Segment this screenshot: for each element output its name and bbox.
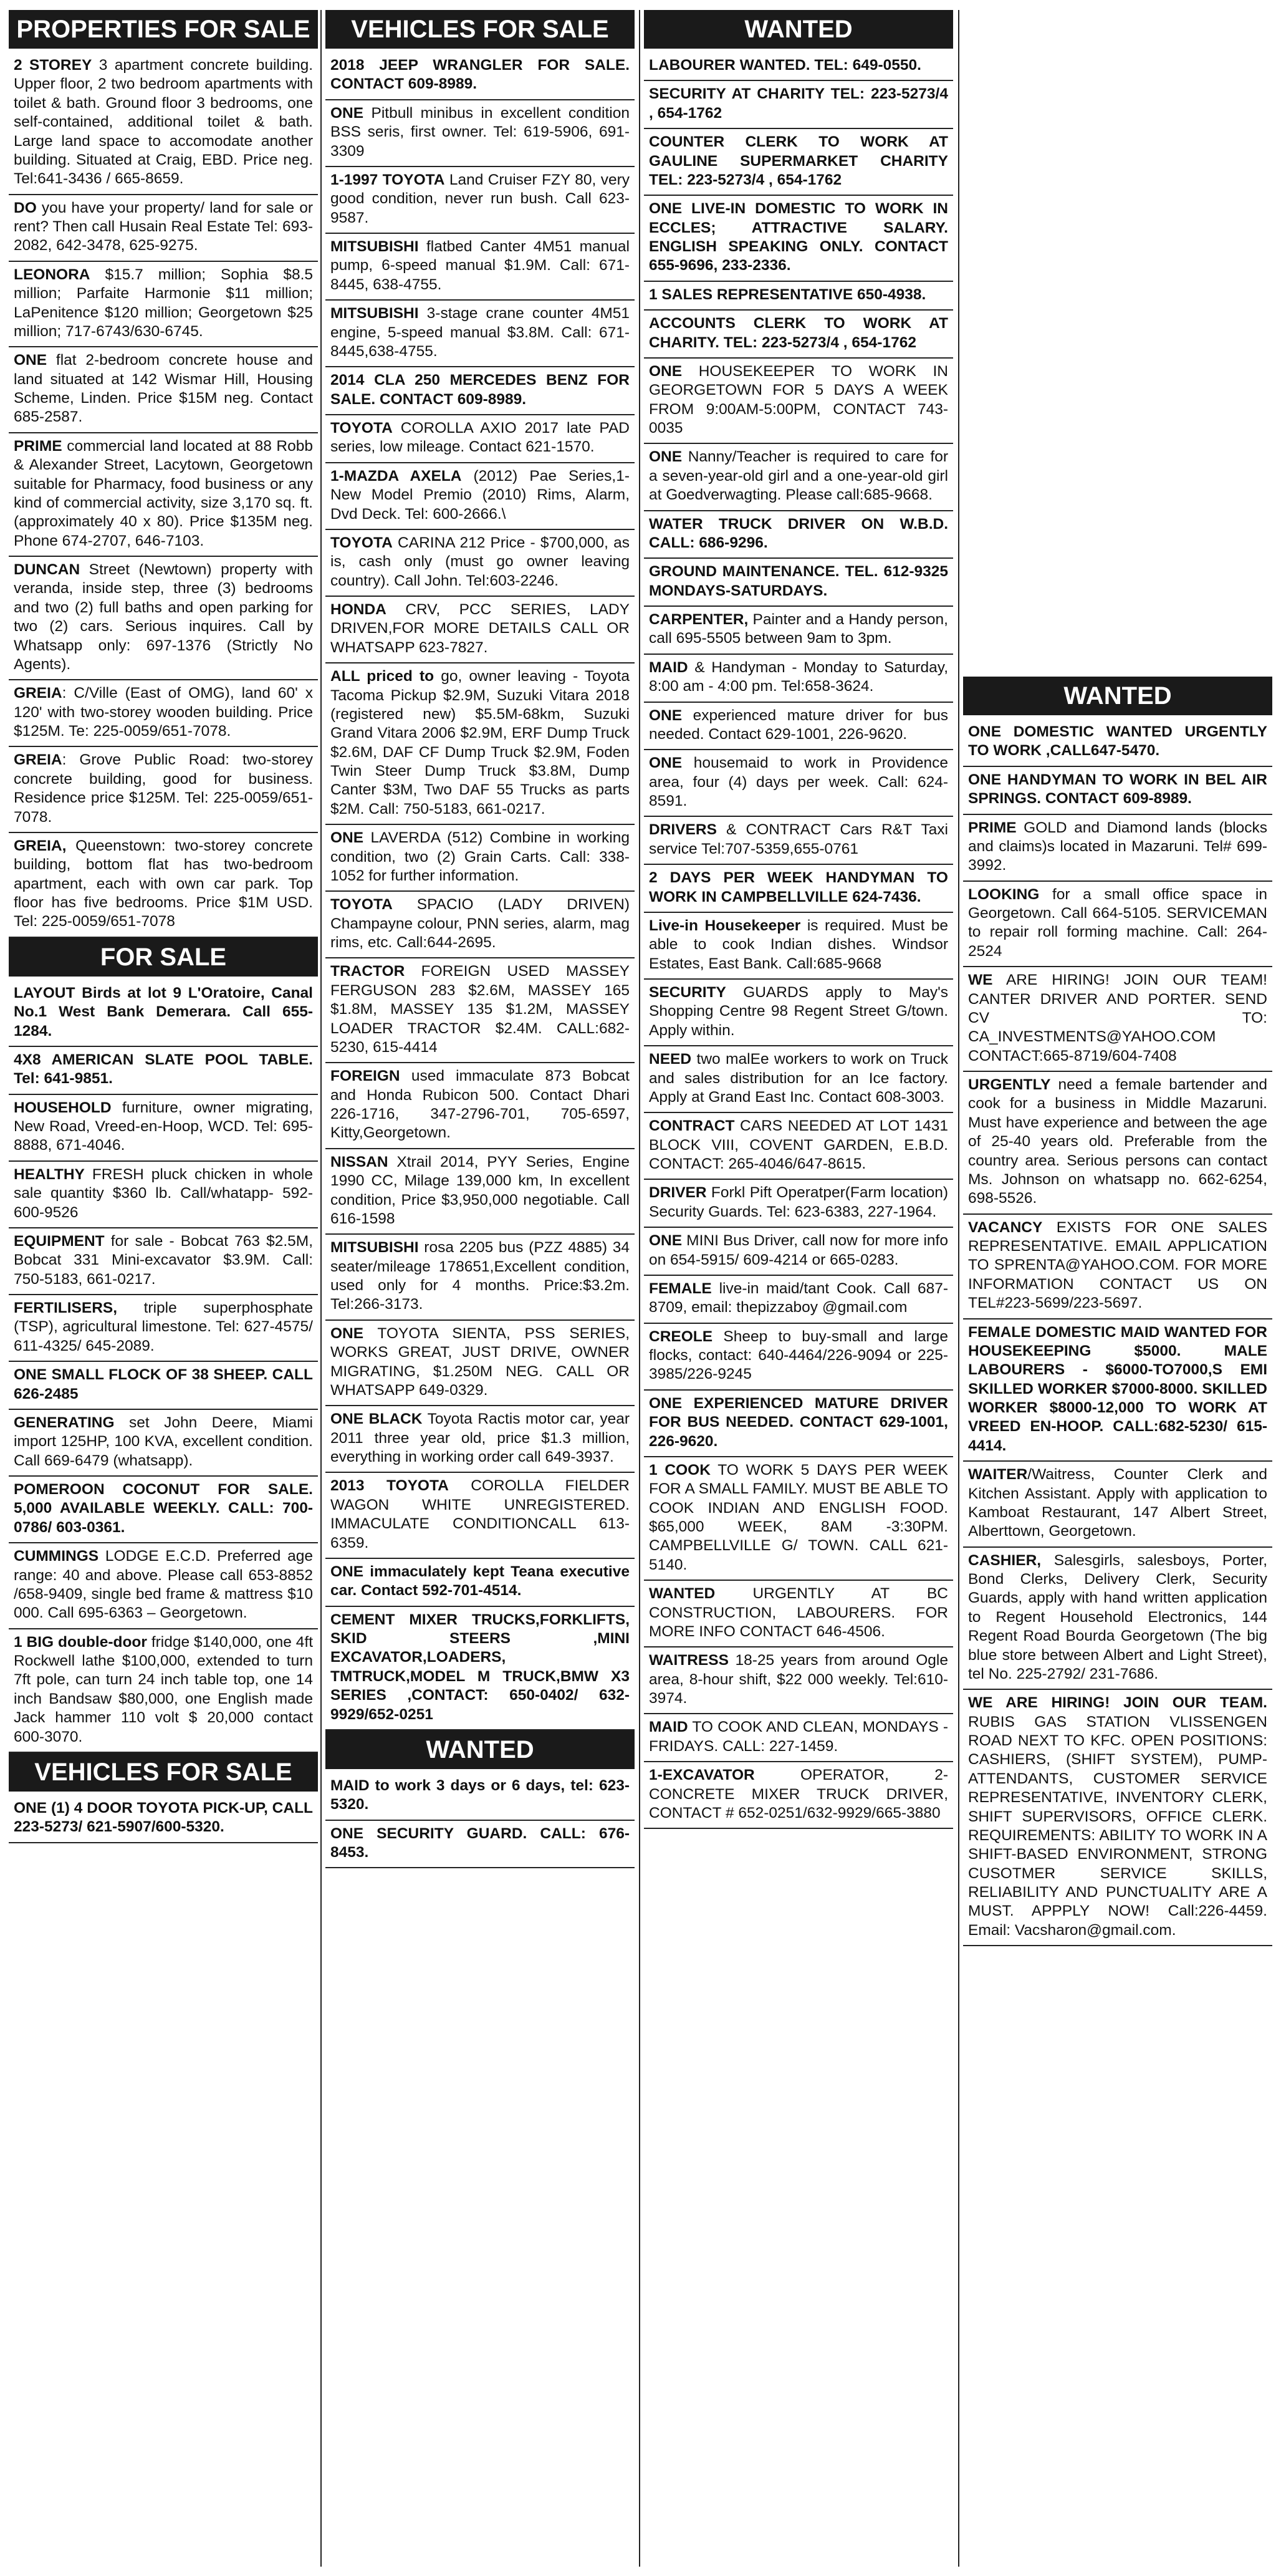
classified-ad xyxy=(644,655,953,703)
ad-text: live-in maid/tant Cook. Call 687-8709, email: thepizzaboy @gmail.com xyxy=(649,1280,948,1316)
ad-lead: TOYOTA xyxy=(330,420,393,437)
ad-lead: FEMALE xyxy=(649,1280,712,1297)
ad-text: Xtrail 2014, PYY Series, Engine 1990 CC, Milage 139,000 km, In excellent condition, Price $3,950,000 negotiable. Call 616-1598 xyxy=(330,1153,630,1227)
classified-ad xyxy=(325,825,635,892)
classified-ad xyxy=(325,301,635,367)
ad-text: Street (Newtown) property with veranda, inside step, three (3) bedrooms and two (2) full baths and open parking for two (2) cars. Serious inquires. Call by Whatsapp only: 697-1376 (Strictly No Agents). xyxy=(14,561,313,673)
classified-ad xyxy=(9,557,318,680)
ad-lead: URGENTLY xyxy=(968,1076,1051,1093)
ad-text: triple superphosphate (TSP), agricultural limestone. Tel: 627-4575/ 611-4325/ 645-2089. xyxy=(14,1300,313,1354)
classified-ad xyxy=(325,958,635,1063)
ad-lead: VACANCY xyxy=(968,1218,1043,1236)
column-2 xyxy=(325,10,635,1868)
ad-lead: DUNCAN xyxy=(14,561,80,578)
ad-lead: ONE HANDYMAN TO WORK IN BEL AIR SPRINGS. CONTACT 609-8989. xyxy=(968,771,1267,808)
classified-ad xyxy=(644,444,953,511)
classified-ad xyxy=(9,1047,318,1095)
ad-text: Salesgirls, salesboys, Porter, Bond Clerks, Delivery Clerk, Security Guards, apply with hand written application to Regent Household Electronics, 144 Regent Road Bourda Georgetown (The big blue store between Albert and Light Street), tel No. 225-2792/ 231-7686. xyxy=(968,1551,1267,1682)
classified-ad xyxy=(644,1581,953,1647)
ad-lead: PRIME xyxy=(968,819,1017,836)
ad-text: flatbed Canter 4M51 manual pump, 6-speed manual $1.9M. Call: 671-8445, 638-4755. xyxy=(330,238,630,293)
ad-lead: HOUSEHOLD xyxy=(14,1099,112,1116)
ad-lead: CREOLE xyxy=(649,1328,713,1345)
ad-text: CARS NEEDED AT LOT 1431 BLOCK VIII, COVENT GARDEN, E.B.D. CONTACT: 265-4046/647-8615. xyxy=(649,1117,948,1172)
ad-lead: WAITER xyxy=(968,1466,1028,1483)
ad-text: furniture, owner migrating, New Road, Vreed-en-Hoop, WCD. Tel: 695-8888, 671-4046. xyxy=(14,1099,313,1154)
classified-ad xyxy=(644,1113,953,1180)
ad-lead: ACCOUNTS CLERK TO WORK AT CHARITY. TEL: 223-5273/4 , 654-1762 xyxy=(649,315,948,351)
ad-lead: 2013 TOYOTA xyxy=(330,1477,449,1495)
ad-text: Forkl Pift Operatper(Farm location) Security Guards. Tel: 623-6383, 227-1964. xyxy=(649,1184,948,1220)
classified-ad xyxy=(325,52,635,100)
ad-lead: CEMENT MIXER TRUCKS,FORKLIFTS, SKID STEERS ,MINI EXCAVATOR,LOADERS, TMTRUCK,MODEL M TRUCK,BMW X3 SERIES ,CONTACT: 650-0402/ 632-9929/652-0251 xyxy=(330,1611,630,1723)
column-divider xyxy=(958,10,959,2567)
ad-lead: SECURITY AT CHARITY TEL: 223-5273/4 , 654-1762 xyxy=(649,85,948,122)
classified-ad xyxy=(325,892,635,958)
classified-ad xyxy=(644,359,953,445)
ad-lead: CARPENTER, xyxy=(649,611,749,628)
ad-text: LODGE E.C.D. Preferred age range: 40 and above. Please call 653-8852 /658-9409, single bed frame & mattress $10 000. Call 695-6363 – Georgetown. xyxy=(14,1548,313,1622)
classified-ad xyxy=(963,1072,1272,1215)
ad-lead: NEED xyxy=(649,1051,692,1068)
ad-lead: MITSUBISHI xyxy=(330,238,419,255)
ad-text: LAVERDA (512) Combine in working condition, two (2) Grain Carts. Call: 338-1052 for further information. xyxy=(330,829,630,884)
ad-text: for a small office space in Georgetown. Call 664-5105. SERVICEMAN to repair roll forming machine. Call: 264-2524 xyxy=(968,885,1267,960)
ad-text: Nanny/Teacher is required to care for a seven-year-old girl and a one-year-old girl at Goedverwagting. Please call:685-9668. xyxy=(649,448,948,504)
ad-lead: MITSUBISHI xyxy=(330,305,419,322)
ad-text: FOREIGN USED MASSEY FERGUSON 283 $2.6M, MASSEY 165 $1.8M, MASSEY 135 $1.2M, MASSEY LOADER TRACTOR $2.4M. CALL:682-5230, 615-4414 xyxy=(330,963,630,1056)
classified-ad xyxy=(644,1714,953,1762)
classified-ad xyxy=(644,1180,953,1228)
classified-ad xyxy=(325,415,635,463)
column-4 xyxy=(963,677,1272,1946)
classified-ad xyxy=(9,262,318,348)
ad-lead: CONTRACT xyxy=(649,1117,735,1135)
section-heading: WANTED xyxy=(963,677,1272,715)
section-heading: WANTED xyxy=(325,1730,635,1769)
classified-ad xyxy=(9,1295,318,1362)
ad-lead: TRACTOR xyxy=(330,963,405,980)
ad-text: MINI Bus Driver, call now for more info on 654-5915/ 609-4214 or 665-0283. xyxy=(649,1232,948,1268)
section-heading: PROPERTIES FOR SALE xyxy=(9,10,318,49)
classified-ad xyxy=(644,1276,953,1324)
ad-lead: 1 SALES REPRESENTATIVE 650-4938. xyxy=(649,286,926,303)
ad-text: EXISTS FOR ONE SALES REPRESENTATIVE. EMAIL APPLICATION TO SPRENTA@YAHOO.COM. FOR MORE INFORMATION CONTACT US ON TEL#223-5699/223-5697. xyxy=(968,1218,1267,1312)
ad-lead: PRIME xyxy=(14,437,62,455)
ad-text: experienced mature driver for bus needed. Contact 629-1001, 226-9620. xyxy=(649,707,948,743)
ad-lead: WANTED xyxy=(649,1585,716,1603)
ad-lead: 4X8 AMERICAN SLATE POOL TABLE. Tel: 641-9851. xyxy=(14,1051,313,1088)
classified-ad xyxy=(325,1235,635,1321)
ad-lead: GENERATING xyxy=(14,1414,115,1431)
ad-text: GOLD and Diamond lands (blocks and claims)s located in Mazaruni. Tel# 699-3992. xyxy=(968,819,1267,874)
classified-ad xyxy=(325,663,635,825)
ad-text: need a female bartender and cook for a business in Middle Mazaruni. Must have experience and between the age of 25-40 years old. Preferable from the country area. Serious persons can contact Ms. Johnson on whatsapp no. 662-6254, 698-5526. xyxy=(968,1076,1267,1207)
ad-lead: WE xyxy=(968,972,993,989)
ad-text: CARINA 212 Price - $700,000, as is, cash only (must go owner leaving country). Call John. Tel:603-2246. xyxy=(330,534,630,589)
classified-ad xyxy=(644,980,953,1046)
ad-text: (2012) Pae Series,1- New Model Premio (2010) Rims, Alarm, Dvd Deck. Tel: 600-2666.\ xyxy=(330,467,630,523)
ad-lead: MAID xyxy=(649,1719,688,1736)
ad-lead: ONE immaculately kept Teana executive car. Contact 592-701-4514. xyxy=(330,1563,630,1599)
classified-ad xyxy=(325,167,635,234)
classified-ad xyxy=(644,1324,953,1391)
classified-ad xyxy=(963,767,1272,815)
ad-lead: 2 DAYS PER WEEK HANDYMAN TO WORK IN CAMPBELLVILLE 624-7436. xyxy=(649,869,948,905)
ad-lead: NISSAN xyxy=(330,1153,388,1170)
ad-text: 3-stage crane counter 4M51 engine, 5-speed manual $3.8M. Call: 671-8445,638-4755. xyxy=(330,305,630,360)
ad-lead: ONE (1) 4 DOOR TOYOTA PICK-UP, CALL 223-5273/ 621-5907/600-5320. xyxy=(14,1799,313,1836)
ad-lead: WATER TRUCK DRIVER ON W.B.D. CALL: 686-9296. xyxy=(649,515,948,551)
classified-ad xyxy=(9,833,318,938)
ad-lead: TOYOTA xyxy=(330,534,393,551)
classified-ad xyxy=(963,719,1272,767)
ad-lead: ONE xyxy=(330,829,364,847)
classified-ad xyxy=(325,367,635,415)
classified-ad xyxy=(325,1473,635,1559)
classified-ad xyxy=(644,1647,953,1714)
classified-ad xyxy=(963,1690,1272,1946)
classified-ad xyxy=(325,1149,635,1235)
ad-lead: 2 STOREY xyxy=(14,57,92,74)
classified-ad xyxy=(963,1215,1272,1319)
ad-lead: WE ARE HIRING! JOIN OUR TEAM. xyxy=(968,1694,1267,1712)
classified-ad xyxy=(325,1063,635,1149)
ad-lead: GROUND MAINTENANCE. TEL. 612-9325 MONDAYS-SATURDAYS. xyxy=(649,563,948,599)
classified-ad xyxy=(9,52,318,195)
ad-lead: EQUIPMENT xyxy=(14,1232,105,1250)
classified-ad xyxy=(644,81,953,129)
ad-text: /Waitress, Counter Clerk and Kitchen Assistant. Apply with application to Kamboat Restaurant, 147 Albert Street, Alberttown, Georgetown. xyxy=(968,1466,1267,1540)
ad-text: 3 apartment concrete building. Upper floor, 2 two bedroom apartments with toilet & bath. Ground floor 3 bedrooms, one self-contained, additional toilet & bath. Large land space to accomodate another building. Situated at Craig, EBD. Price neg. Tel:641-3436 / 665-8659. xyxy=(14,57,313,188)
ad-lead: ONE EXPERIENCED MATURE DRIVER FOR BUS NEEDED. CONTACT 629-1001, 226-9620. xyxy=(649,1394,948,1450)
classified-ad xyxy=(644,1391,953,1457)
ad-lead: GREIA xyxy=(14,685,62,702)
classified-ad xyxy=(325,1559,635,1607)
classified-ad xyxy=(9,1228,318,1295)
classified-ad xyxy=(963,967,1272,1072)
classified-ad xyxy=(644,196,953,282)
ad-text: Queenstown: two-storey concrete building, bottom flat has two-bedroom apartment, each with own car park. Top floor has five bedrooms. Price $1M USD. Tel: 225-0059/651-7078 xyxy=(14,837,313,930)
ad-text: two malEe workers to work on Truck and sales distribution for an Ice factory. Apply at Grand East Inc. Contact 608-3003. xyxy=(649,1051,948,1106)
classified-ad xyxy=(9,1543,318,1629)
classified-ad xyxy=(644,311,953,359)
ad-lead: FERTILISERS, xyxy=(14,1300,118,1316)
classified-ad xyxy=(9,1629,318,1753)
ad-lead: HONDA xyxy=(330,601,386,618)
classified-ad xyxy=(9,1362,318,1410)
ad-lead: ONE xyxy=(649,1232,683,1250)
column-3 xyxy=(644,10,953,1829)
ad-lead: WAITRESS xyxy=(649,1652,729,1669)
ad-text: ARE HIRING! JOIN OUR TEAM! CANTER DRIVER AND PORTER. SEND CV TO: CA_INVESTMENTS@YAHOO.COM CONTACT:665-8719/604-7408 xyxy=(968,972,1267,1064)
ad-lead: MAID to work 3 days or 6 days, tel: 623-5320. xyxy=(330,1777,630,1813)
classified-ad xyxy=(963,815,1272,882)
classified-ad xyxy=(9,980,318,1047)
ad-lead: ONE xyxy=(330,1324,364,1342)
classified-ad xyxy=(325,234,635,301)
classified-ad xyxy=(644,865,953,913)
ad-lead: FOREIGN xyxy=(330,1068,400,1085)
ad-lead: MITSUBISHI xyxy=(330,1239,419,1257)
ad-lead: ONE BLACK xyxy=(330,1411,423,1428)
ad-lead: ALL priced to xyxy=(330,668,434,685)
classified-ad xyxy=(963,1319,1272,1462)
ad-text: commercial land located at 88 Robb & Alexander Street, Lacytown, Georgetown suitable for Pharmacy, food business or any kind of commercial activity, size 3,170 sq. ft. (approximately 40 x 80). Price $135M neg. Phone 674-2707, 646-7103. xyxy=(14,437,313,549)
ad-text: & Handyman - Monday to Saturday, 8:00 am - 4:00 pm. Tel:658-3624. xyxy=(649,658,948,695)
ad-lead: ONE xyxy=(14,352,47,369)
ad-lead: HEALTHY xyxy=(14,1165,85,1183)
ad-text: go, owner leaving - Toyota Tacoma Pickup $2.9M, Suzuki Vitara 2018 (registered new) $5.5M-68km, Suzuki Grand Vitara 2006 $2.9M, ERF Dump Truck $2.6M, DAF CF Dump Truck $2.9M, Foden Twin Steer Dump Truck $3.8M, Dump Canter $3M, Two DAF 55 Trucks as parts $2M. Call: 750-5183, 661-0217. xyxy=(330,668,630,818)
ad-text: FRESH pluck chicken in whole sale quantity $360 lb. Call/whatapp- 592-600-9526 xyxy=(14,1165,313,1221)
ad-text: you have your property/ land for sale or rent? Then call Husain Real Estate Tel: 693-2082, 642-3478, 625-9275. xyxy=(14,199,313,254)
ad-lead: DRIVERS xyxy=(649,821,717,839)
classified-ad xyxy=(644,1046,953,1113)
classified-ad xyxy=(9,747,318,833)
ad-lead: 1-EXCAVATOR xyxy=(649,1767,755,1784)
classified-ad xyxy=(9,1477,318,1543)
ad-lead: 1 COOK xyxy=(649,1461,711,1479)
classified-ad xyxy=(644,1762,953,1829)
ad-text: housemaid to work in Providence area, four (4) days per week. Call: 624-8591. xyxy=(649,755,948,809)
ad-lead: 2014 CLA 250 MERCEDES BENZ FOR SALE. CONTACT 609-8989. xyxy=(330,372,630,408)
ad-text: URGENTLY AT BC CONSTRUCTION, LABOURERS. FOR MORE INFO CONTACT 646-4506. xyxy=(649,1585,948,1640)
ad-text: Toyota Ractis motor car, year 2011 three year old, price $1.3 million, everything in working order call 649-3937. xyxy=(330,1411,630,1465)
classified-ad xyxy=(9,1162,318,1228)
ad-text: : Grove Public Road: two-storey concrete building, good for business. Residence price $125M. Tel: 225-0059/651-7078. xyxy=(14,751,313,826)
column-divider xyxy=(320,10,322,2567)
ad-text: $15.7 million; Sophia $8.5 million; Parfaite Harmonie $11 million; LaPenitence $120 million; Georgetown $25 million; 717-6743/630-6745. xyxy=(14,266,313,340)
classified-ad xyxy=(644,607,953,655)
ad-text: SPACIO (LADY DRIVEN) Champayne colour, PNN series, alarm, mag rims, etc. Call:644-2695. xyxy=(330,896,630,951)
ad-lead: ONE xyxy=(649,755,683,772)
classified-ad xyxy=(325,463,635,530)
classified-ad xyxy=(9,433,318,557)
classified-ad xyxy=(644,817,953,865)
section-heading: WANTED xyxy=(644,10,953,49)
ad-lead: 1-MAZDA AXELA xyxy=(330,467,462,485)
section-heading: VEHICLES FOR SALE xyxy=(325,10,635,49)
ad-text: for sale - Bobcat 763 $2.5M, Bobcat 331 Mini-excavator $3.9M. Call: 750-5183, 661-0217. xyxy=(14,1232,313,1288)
ad-text: fridge $140,000, one 4ft Rockwell lathe $100,000, extended to turn 7ft pole, can turn 24 inch table top, one 14 inch Bandsaw $80,000, one English made Jack hammer 110 volt $ 20,000 contact 600-3070. xyxy=(14,1633,314,1745)
ad-text: COROLLA AXIO 2017 late PAD series, low mileage. Contact 621-1570. xyxy=(330,420,630,456)
ad-lead: ONE xyxy=(330,104,364,122)
section-heading: FOR SALE xyxy=(9,938,318,977)
ad-lead: CUMMINGS xyxy=(14,1548,99,1565)
ad-text: TO COOK AND CLEAN, MONDAYS - FRIDAYS. CALL: 227-1459. xyxy=(649,1719,948,1755)
ad-text: flat 2-bedroom concrete house and land situated at 142 Wismar Hill, Housing Scheme, Linden. Price $15M neg. Contact 685-2587. xyxy=(14,352,313,426)
classified-ad xyxy=(9,680,318,747)
classified-ad xyxy=(325,1321,635,1407)
classified-ad xyxy=(325,530,635,597)
ad-text: set John Deere, Miami import 125HP, 100 KVA, excellent condition. Call 669-6479 (whatsapp). xyxy=(14,1414,313,1469)
classified-ad xyxy=(9,1410,318,1477)
classified-ad xyxy=(9,347,318,433)
ad-text: Painter and a Handy person, call 695-5505 between 9am to 3pm. xyxy=(649,611,948,647)
ad-text: GUARDS apply to May's Shopping Centre 98 Regent Street G/town. Apply within. xyxy=(649,984,948,1039)
classified-ad xyxy=(325,1821,635,1869)
ad-text: OPERATOR, 2- CONCRETE MIXER TRUCK DRIVER, CONTACT # 652-0251/632-9929/665-3880 xyxy=(649,1767,948,1821)
ad-lead: POMEROON COCONUT FOR SALE. 5,000 AVAILABLE WEEKLY. CALL: 700-0786/ 603-0361. xyxy=(14,1481,313,1536)
ad-text: & CONTRACT Cars R&T Taxi service Tel:707-5359,655-0761 xyxy=(649,821,948,857)
ad-lead: ONE xyxy=(649,707,683,724)
ad-text: Sheep to buy-small and large flocks, contact: 640-4464/226-9094 or 225-3985/226-9245 xyxy=(649,1328,948,1383)
classified-ad xyxy=(644,750,953,817)
classified-ad xyxy=(644,511,953,559)
ad-lead: SECURITY xyxy=(649,984,726,1001)
classified-ad xyxy=(644,52,953,81)
ad-lead: ONE xyxy=(649,362,683,380)
ad-lead: ONE xyxy=(649,448,683,466)
ad-text: TOYOTA SIENTA, PSS SERIES, WORKS GREAT, JUST DRIVE, OWNER MIGRATING, $1.250M NEG. CALL OR WHATSAPP 649-0329. xyxy=(330,1324,630,1399)
ad-lead: LABOURER WANTED. TEL: 649-0550. xyxy=(649,57,921,74)
ad-text: TO WORK 5 DAYS PER WEEK FOR A SMALL FAMILY. MUST BE ABLE TO COOK INDIAN AND ENGLISH FOOD. $65,000 WEEK, 8AM -3:30PM. CAMPBELLVILLE G/ TOWN. CALL 621-5140. xyxy=(649,1461,948,1573)
ad-lead: Live-in Housekeeper xyxy=(649,917,801,934)
section-heading: VEHICLES FOR SALE xyxy=(9,1753,318,1792)
ad-text: 18-25 years from around Ogle area, 8-hour shift, $22 000 weekly. Tel:610-3974. xyxy=(649,1652,948,1707)
classified-ad xyxy=(325,1607,635,1730)
classified-ad xyxy=(325,1406,635,1473)
ad-text: is required. Must be able to cook Indian dishes. Windsor Estates, East Bank. Call:685-9668 xyxy=(649,917,949,972)
ad-text: HOUSEKEEPER TO WORK IN GEORGETOWN FOR 5 DAYS A WEEK FROM 9:00AM-5:00PM, CONTACT 743-0035 xyxy=(649,362,948,437)
ad-text: Land Cruiser FZY 80, very good condition, never run bush. Call 623-9587. xyxy=(330,171,630,226)
column-1 xyxy=(9,10,318,1843)
classified-ad xyxy=(644,282,953,311)
ad-text: RUBIS GAS STATION VLISSENGEN ROAD NEXT TO KFC. OPEN POSITIONS: CASHIERS, (SHIFT SYSTEM), PUMP-ATTENDANTS, CUSTOMER SERVICE REPRESENTATIVE, INVENTORY CLERK, SHIFT SUPERVISORS, OFFICE CLERK. REQUIREMENTS: ABILITY TO WORK IN A SHIFT-BASED ENVIRONMENT, STRONG CUSOTMER SERVICE SKILLS, RELIABILITY AND PUNCTUALITY ARE A MUST. APPPLY NOW! Call:226-4459. Email: Vacsharon@gmail.com. xyxy=(968,1713,1267,1939)
classified-ad xyxy=(644,559,953,607)
ad-lead: GREIA, xyxy=(14,837,67,854)
ad-lead: GREIA xyxy=(14,751,62,769)
ad-lead: LAYOUT Birds at lot 9 L'Oratoire, Canal No.1 West Bank Demerara. Call 655-1284. xyxy=(14,984,313,1040)
classified-ad xyxy=(963,1548,1272,1691)
ad-text: rosa 2205 bus (PZZ 4885) 34 seater/mileage 178651,Excellent condition, used only for 4 months. Price:$3.2m. Tel:266-3173. xyxy=(330,1239,630,1313)
ad-lead: COUNTER CLERK TO WORK AT GAULINE SUPERMARKET CHARITY TEL: 223-5273/4 , 654-1762 xyxy=(649,133,948,188)
classified-ad xyxy=(644,703,953,751)
classified-ad xyxy=(9,1795,318,1843)
ad-lead: TOYOTA xyxy=(330,896,393,914)
ad-lead: 2018 JEEP WRANGLER FOR SALE. CONTACT 609-8989. xyxy=(330,57,630,93)
ad-lead: 1 BIG double-door xyxy=(14,1633,147,1651)
column-divider xyxy=(639,10,640,2567)
ad-text: : C/Ville (East of OMG), land 60' x 120' with two-storey wooden building. Price $125M. Te: 225-0059/651-7078. xyxy=(14,685,313,740)
ad-text: Pitbull minibus in excellent condition BSS seris, first owner. Tel: 619-5906, 691-3309 xyxy=(330,104,630,160)
ad-lead: MAID xyxy=(649,658,688,676)
ad-lead: 1-1997 TOYOTA xyxy=(330,171,445,188)
ad-text: COROLLA FIELDER WAGON WHITE UNREGISTERED. IMMACULATE CONDITIONCALL 613-6359. xyxy=(330,1477,630,1551)
classified-ad xyxy=(325,1773,635,1821)
ad-text: used immaculate 873 Bobcat and Honda Rubicon 500. Contact Dhari 226-1716, 347-2796-701, 705-6597, Kitty,Georgetown. xyxy=(330,1068,630,1142)
ad-lead: DO xyxy=(14,199,37,216)
ad-lead: CASHIER, xyxy=(968,1551,1042,1569)
classified-ad xyxy=(325,597,635,663)
ad-lead: ONE DOMESTIC WANTED URGENTLY TO WORK ,CALL647-5470. xyxy=(968,723,1267,760)
ad-lead: ONE LIVE-IN DOMESTIC TO WORK IN ECCLES; ATTRACTIVE SALARY. ENGLISH SPEAKING ONLY. CONTACT 655-9696, 233-2336. xyxy=(649,200,948,274)
ad-lead: ONE SECURITY GUARD. CALL: 676-8453. xyxy=(330,1825,630,1861)
classified-ad xyxy=(963,882,1272,968)
classified-ad xyxy=(644,129,953,196)
ad-lead: LEONORA xyxy=(14,266,90,283)
classified-ad xyxy=(325,100,635,167)
ad-lead: DRIVER xyxy=(649,1184,707,1202)
classified-ad xyxy=(963,1462,1272,1548)
classified-ad xyxy=(644,1457,953,1581)
ad-lead: FEMALE DOMESTIC MAID WANTED FOR HOUSEKEEPING $5000. MALE LABOURERS - $6000-TO7000,S EMI SKILLED WORKER $7000-8000. SKILLED WORKER $8000-12,000 TO WORK AT VREED EN-HOOP. CALL:682-5230/ 615-4414. xyxy=(968,1323,1267,1454)
ad-lead: ONE SMALL FLOCK OF 38 SHEEP. CALL 626-2485 xyxy=(14,1366,313,1402)
ad-lead: LOOKING xyxy=(968,885,1040,903)
classified-ad xyxy=(644,913,953,980)
classified-ad xyxy=(644,1228,953,1276)
classified-ad xyxy=(9,195,318,262)
ad-text: CRV, PCC SERIES, LADY DRIVEN,FOR MORE DETAILS CALL OR WHATSAPP 623-7827. xyxy=(330,601,630,656)
classified-ad xyxy=(9,1095,318,1162)
